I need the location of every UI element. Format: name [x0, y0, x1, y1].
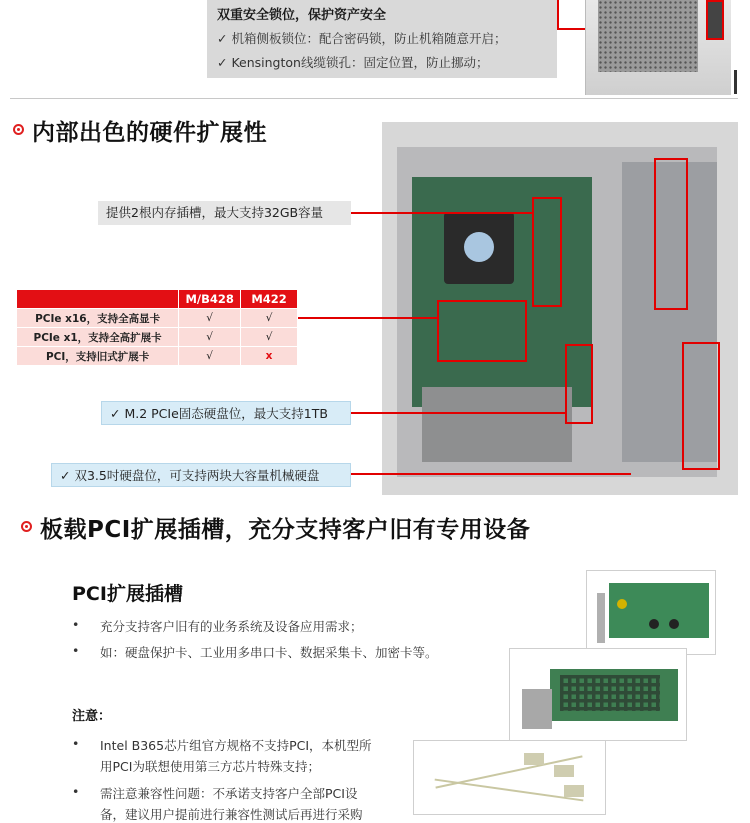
- edge-mark: [734, 70, 737, 94]
- note-title: 注意：: [72, 709, 112, 724]
- cable: [435, 779, 584, 802]
- callout-hdd: ✓ 双3.5吋硬盘位，可支持两块大容量机械硬盘: [51, 463, 351, 487]
- security-item-kensington: ✓ Kensington线缆锁孔：固定位置，防止挪动；: [217, 55, 489, 70]
- sound-card-image: [586, 570, 716, 655]
- table-cell-slot: PCI，支持旧式扩展卡: [17, 347, 179, 366]
- table-header-m422: M422: [241, 290, 298, 309]
- heading-bullet-icon: [21, 521, 32, 532]
- power-supply: [422, 387, 572, 462]
- connector: [524, 753, 544, 765]
- callout-line: [557, 0, 559, 30]
- multi-serial-card-image: [509, 648, 687, 741]
- callout-line: [351, 473, 631, 475]
- table-cell-b428: √: [179, 328, 241, 347]
- callout-line: [351, 212, 532, 214]
- note-line: 需注意兼容性问题：不承诺支持客户全部PCI设: [100, 786, 358, 801]
- audio-jack: [617, 599, 627, 609]
- audio-jack: [649, 619, 659, 629]
- card-bracket: [597, 593, 605, 643]
- list-bullet: •: [72, 784, 80, 799]
- security-info-box: [207, 0, 557, 78]
- table-header-b428: M/B428: [179, 290, 241, 309]
- table-cell-slot: PCIe x16，支持全高显卡: [17, 309, 179, 328]
- security-item-side-lock: ✓ 机箱侧板锁位：配合密码锁，防止机箱随意开启；: [217, 31, 507, 46]
- vent-grill: [598, 0, 698, 72]
- card-pcb: [609, 583, 709, 638]
- heading-bullet-icon: [13, 124, 24, 135]
- list-bullet: •: [72, 617, 80, 632]
- cpu-cooler: [444, 212, 514, 284]
- callout-line: [557, 28, 585, 30]
- note-line: 备，建议用户提前进行兼容性测试后再进行采购: [100, 807, 363, 822]
- pci-item: 如：硬盘保护卡、工业用多串口卡、数据采集卡、加密卡等。: [100, 645, 438, 660]
- note-line: 用PCI为联想使用第三方芯片特殊支持；: [100, 759, 320, 774]
- m2-slot-highlight: [565, 344, 593, 424]
- callout-m2: ✓ M.2 PCIe固态硬盘位，最大支持1TB: [101, 401, 351, 425]
- table-row: [17, 309, 298, 328]
- table-header-empty: [17, 290, 179, 309]
- table-cell-slot: PCIe x1，支持全高扩展卡: [17, 328, 179, 347]
- pcie-slot-highlight: [437, 300, 527, 362]
- table-cell-m422: x: [241, 347, 298, 366]
- note-line: Intel B365芯片组官方规格不支持PCI，本机型所: [100, 738, 372, 753]
- connector: [564, 785, 584, 797]
- table-header-row: [17, 290, 298, 309]
- pci-item: 充分支持客户旧有的业务系统及设备应用需求；: [100, 619, 363, 634]
- hdd-highlight: [682, 342, 720, 470]
- pc-rear-photo: [585, 0, 731, 95]
- memory-slot-highlight: [532, 197, 562, 307]
- serial-cable-image: [413, 740, 606, 815]
- list-bullet: •: [72, 643, 80, 658]
- security-title: 双重安全锁位，保护资产安全: [217, 8, 387, 23]
- card-bracket: [522, 689, 552, 729]
- table-row: [17, 347, 298, 366]
- list-bullet: •: [72, 736, 80, 751]
- chip-array: [560, 675, 660, 711]
- drive-bay-highlight: [654, 158, 688, 310]
- section-title-pci: 板载PCI扩展插槽，充分支持客户旧有专用设备: [40, 517, 531, 543]
- pc-internal-photo: [382, 122, 738, 495]
- table-cell-m422: √: [241, 309, 298, 328]
- pci-heading: PCI扩展插槽: [72, 583, 183, 605]
- callout-line: [298, 317, 438, 319]
- section-divider: [10, 98, 738, 99]
- kensington-port-highlight: [706, 0, 724, 40]
- table-cell-m422: √: [241, 328, 298, 347]
- callout-memory: 提供2根内存插槽，最大支持32GB容量: [98, 201, 351, 225]
- cooler-hub: [464, 232, 494, 262]
- connector: [554, 765, 574, 777]
- table-row: [17, 328, 298, 347]
- audio-jack: [669, 619, 679, 629]
- table-cell-b428: √: [179, 347, 241, 366]
- table-cell-b428: √: [179, 309, 241, 328]
- callout-line: [351, 412, 566, 414]
- section-title-hardware-expansion: 内部出色的硬件扩展性: [32, 120, 267, 146]
- slot-support-table: [16, 289, 298, 366]
